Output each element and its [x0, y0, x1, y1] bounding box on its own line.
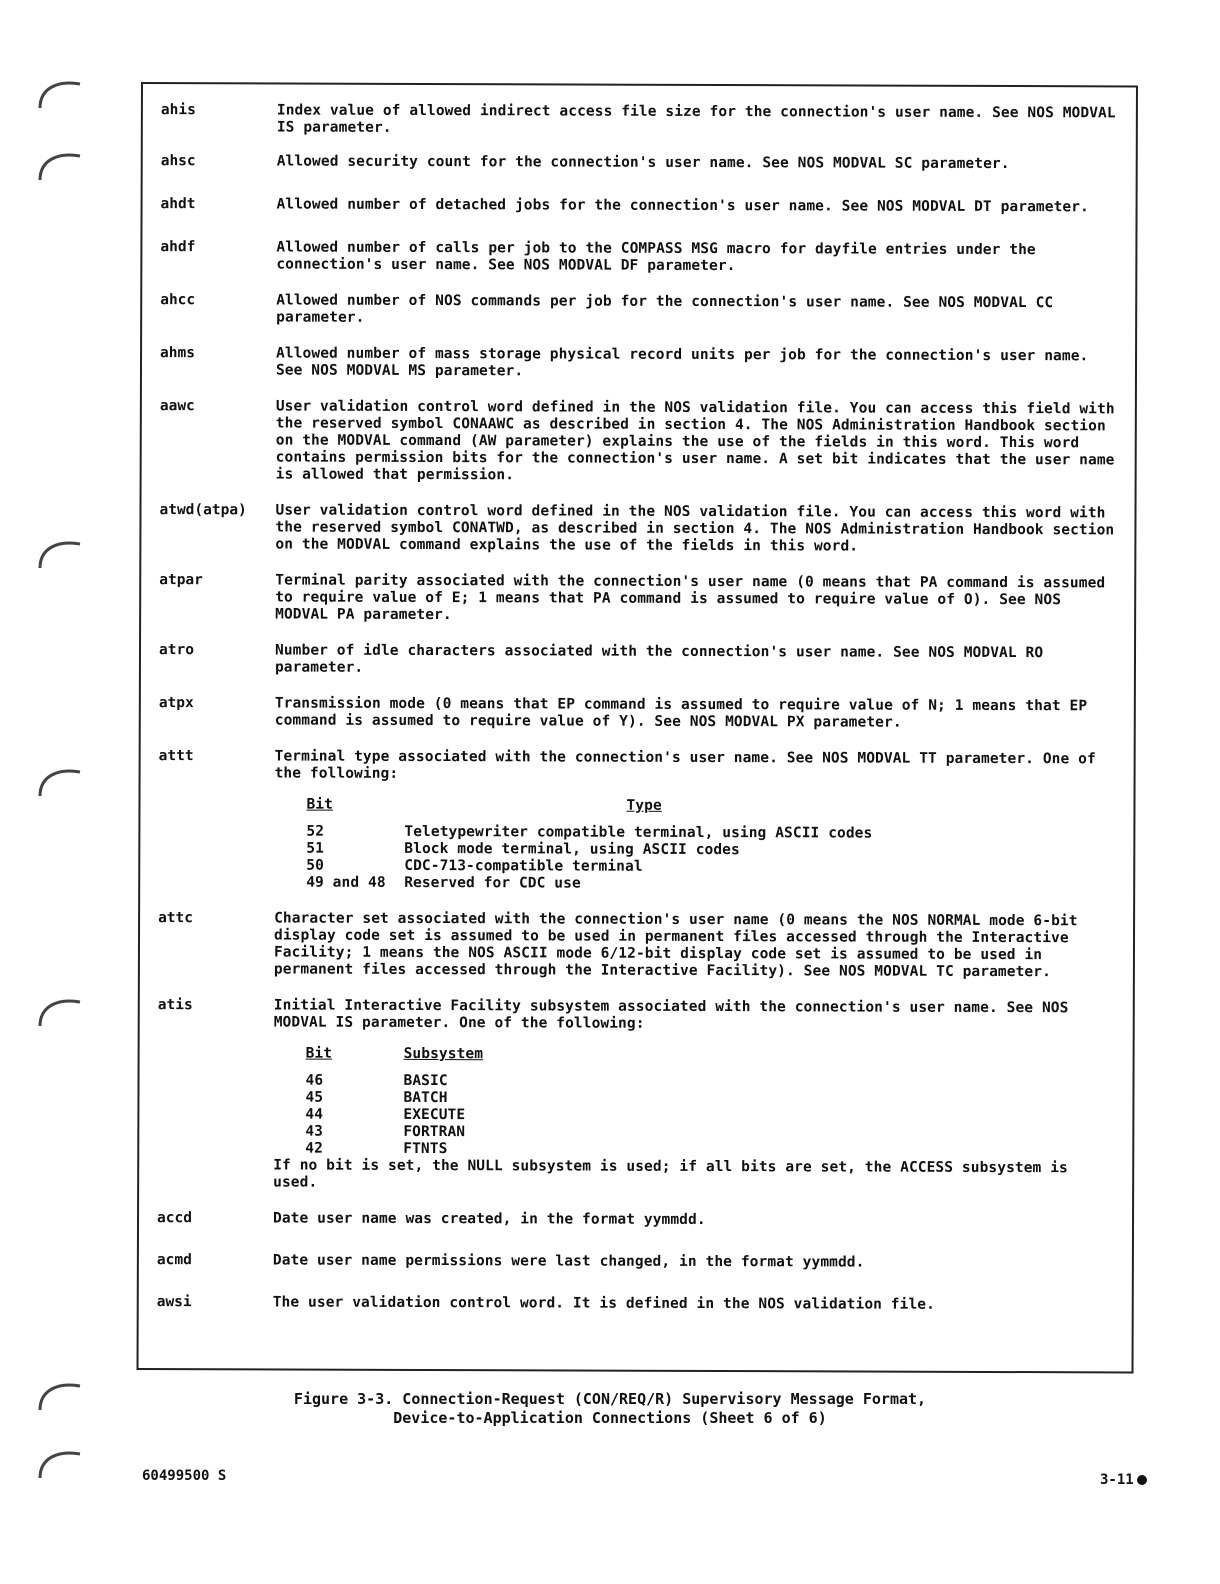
entry-atpar — [159, 572, 1119, 626]
field-description: Index value of allowed indirect access file size for the connection's user name. See NOS MODVAL IS parameter. — [276, 102, 1116, 136]
field-name: atpx — [158, 695, 194, 712]
bit-value: 42 — [305, 1140, 323, 1157]
subsystem-value: BASIC — [403, 1072, 448, 1090]
entry-ahdt — [161, 196, 1121, 223]
bit-value: 50 — [306, 857, 324, 874]
entry-ahms — [160, 345, 1120, 382]
subsystem-value: FORTRAN — [403, 1123, 466, 1141]
column-header-bit: Bit — [306, 796, 334, 813]
field-name: atpar — [159, 572, 203, 589]
field-description: Terminal parity associated with the connection's user name (0 means that PA command is assumed to require value of E; 1 means that PA command is assumed to require value of O). See NOS MODVAL PA parameter. — [275, 572, 1106, 624]
field-name: atwd(atpa) — [159, 502, 247, 519]
field-name: ahsc — [160, 153, 196, 170]
field-name: aawc — [159, 398, 195, 415]
terminal-type-table — [306, 797, 1118, 895]
entry-atro — [159, 642, 1119, 679]
caption-line-2: Device-to-Application Connections (Sheet 6 of 6) — [393, 1409, 827, 1427]
binder-hole-mark — [34, 994, 84, 1028]
entry-attc — [158, 910, 1118, 981]
subsystem-value: FTNTS — [403, 1140, 448, 1158]
binder-hole-mark — [34, 148, 84, 182]
document-number: 60499500 S — [142, 1468, 227, 1484]
entry-atpx — [159, 695, 1119, 732]
binder-hole-mark — [34, 764, 84, 798]
bit-value: 51 — [306, 840, 325, 857]
bit-value: 45 — [305, 1089, 324, 1106]
entry-acmd — [157, 1252, 1117, 1279]
field-name: attt — [158, 748, 194, 765]
field-name: attc — [158, 910, 194, 927]
type-value: CDC-713-compatible terminal — [404, 857, 643, 875]
binder-hole-mark — [34, 76, 84, 110]
field-name: ahis — [160, 102, 196, 119]
bit-value: 49 and 48 — [306, 874, 386, 891]
entry-atis — [157, 997, 1118, 1194]
entry-ahcc — [160, 292, 1120, 329]
field-name: awsi — [156, 1294, 192, 1311]
field-name: atro — [158, 642, 194, 659]
binder-hole-mark — [34, 536, 84, 570]
field-name: ahdt — [160, 196, 196, 213]
subsystem-value: BATCH — [403, 1089, 448, 1107]
figure-caption — [0, 1390, 1220, 1428]
table-header — [306, 797, 1118, 817]
field-description: Terminal type associated with the connection's user name. See NOS MODVAL TT parameter. One of the following: — [274, 748, 1096, 782]
table-row — [306, 875, 1118, 895]
field-description: Character set associated with the connection's user name (0 means the NOS NORMAL mode 6-bit display code set is assumed to be used in permanent files accessed through the Interactive Facility; 1 means the NOS ASCII mode 6/12-bit display code set is assumed to be used in permanent files accessed through the Interactive Facility). See NOS MODVAL TC parameter. — [273, 910, 1078, 981]
field-description: Number of idle characters associated with the connection's user name. See NOS MODVAL RO parameter. — [274, 642, 1044, 676]
bit-value: 43 — [305, 1123, 324, 1140]
entry-attt — [158, 748, 1118, 894]
field-name: acmd — [156, 1252, 192, 1269]
subsystem-table — [305, 1046, 1117, 1161]
entry-aawc — [160, 398, 1120, 486]
column-header-type: Type — [626, 797, 662, 814]
field-description-block — [274, 748, 1118, 894]
change-bullet-icon — [1137, 1475, 1147, 1485]
caption-line-1: Figure 3-3. Connection-Request (CON/REQ/R) Supervisory Message Format, — [293, 1390, 927, 1408]
entry-ahdf — [160, 239, 1120, 276]
type-value: Teletypewriter compatible terminal, using ASCII codes — [404, 823, 873, 842]
field-description: Allowed number of mass storage physical record units per job for the connection's user name. See NOS MODVAL MS parameter. — [275, 345, 1089, 380]
field-description: Allowed number of NOS commands per job for the connection's user name. See NOS MODVAL CC parameter. — [276, 292, 1054, 326]
figure-frame — [137, 82, 1138, 1373]
field-description: Allowed number of calls per job to the COMPASS MSG macro for dayfile entries under the connection's user name. See NOS MODVAL DF parameter. — [276, 239, 1036, 275]
bit-value: 52 — [306, 823, 325, 840]
page-number-block — [1100, 1472, 1147, 1488]
subsystem-value: EXECUTE — [403, 1106, 466, 1124]
column-header-subsystem: Subsystem — [403, 1045, 484, 1063]
page-number: 3-11 — [1100, 1472, 1134, 1488]
field-name: ahdf — [160, 239, 196, 256]
field-definition-list — [157, 102, 1121, 1321]
entry-ahsc — [161, 153, 1121, 180]
entry-accd — [157, 1210, 1117, 1237]
column-header-bit: Bit — [305, 1045, 333, 1062]
field-description: Date user name was created, in the format yymmdd. — [273, 1210, 706, 1228]
field-name: ahcc — [160, 292, 196, 309]
field-description: Initial Interactive Facility subsystem associated with the connection's user name. See NOS MODVAL IS parameter. One of the following: — [273, 997, 1069, 1032]
field-description: Allowed security count for the connection's user name. See NOS MODVAL SC parameter. — [276, 153, 1010, 173]
binder-hole-mark — [34, 1446, 84, 1480]
field-name: accd — [157, 1210, 192, 1227]
field-description: User validation control word defined in the NOS validation file. You can access this field with the reserved symbol CONAAWC as described in section 4. The NOS Administration Handbook section on the MODVAL command (AW parameter) explains the use of the fields in this word. This word contains permission bits for the connection's user name. A set bit indicates that the user name is allowed that permission. — [275, 398, 1115, 484]
field-description: The user validation control word. It is defined in the NOS validation file. — [272, 1294, 935, 1313]
bit-value: 44 — [305, 1106, 324, 1123]
subsystem-note: If no bit is set, the NULL subsystem is used; if all bits are set, the ACCESS subsystem is used. — [273, 1157, 1068, 1191]
field-description: Date user name permissions were last changed, in the format yymmdd. — [272, 1252, 865, 1271]
field-name: atis — [157, 997, 193, 1014]
field-description-block — [273, 997, 1118, 1194]
field-name: ahms — [160, 345, 196, 362]
field-description: Allowed number of detached jobs for the connection's user name. See NOS MODVAL DT parameter. — [276, 196, 1089, 216]
type-value: Reserved for CDC use — [404, 874, 581, 892]
entry-atwd — [159, 502, 1119, 556]
field-description: User validation control word defined in the NOS validation file. You can access this word with the reserved symbol CONATWD, as described in section 4. The NOS Administration Handbook section on the MODVAL command explains the use of the fields in this word. — [275, 502, 1115, 555]
entry-ahis — [161, 102, 1121, 139]
field-description: Transmission mode (0 means that EP command is assumed to require value of N; 1 means that EP command is assumed to require value of Y). See NOS MODVAL PX parameter. — [274, 695, 1088, 731]
table-header — [306, 1046, 1118, 1066]
entry-awsi — [157, 1294, 1117, 1321]
type-value: Block mode terminal, using ASCII codes — [404, 840, 740, 859]
bit-value: 46 — [305, 1072, 324, 1089]
